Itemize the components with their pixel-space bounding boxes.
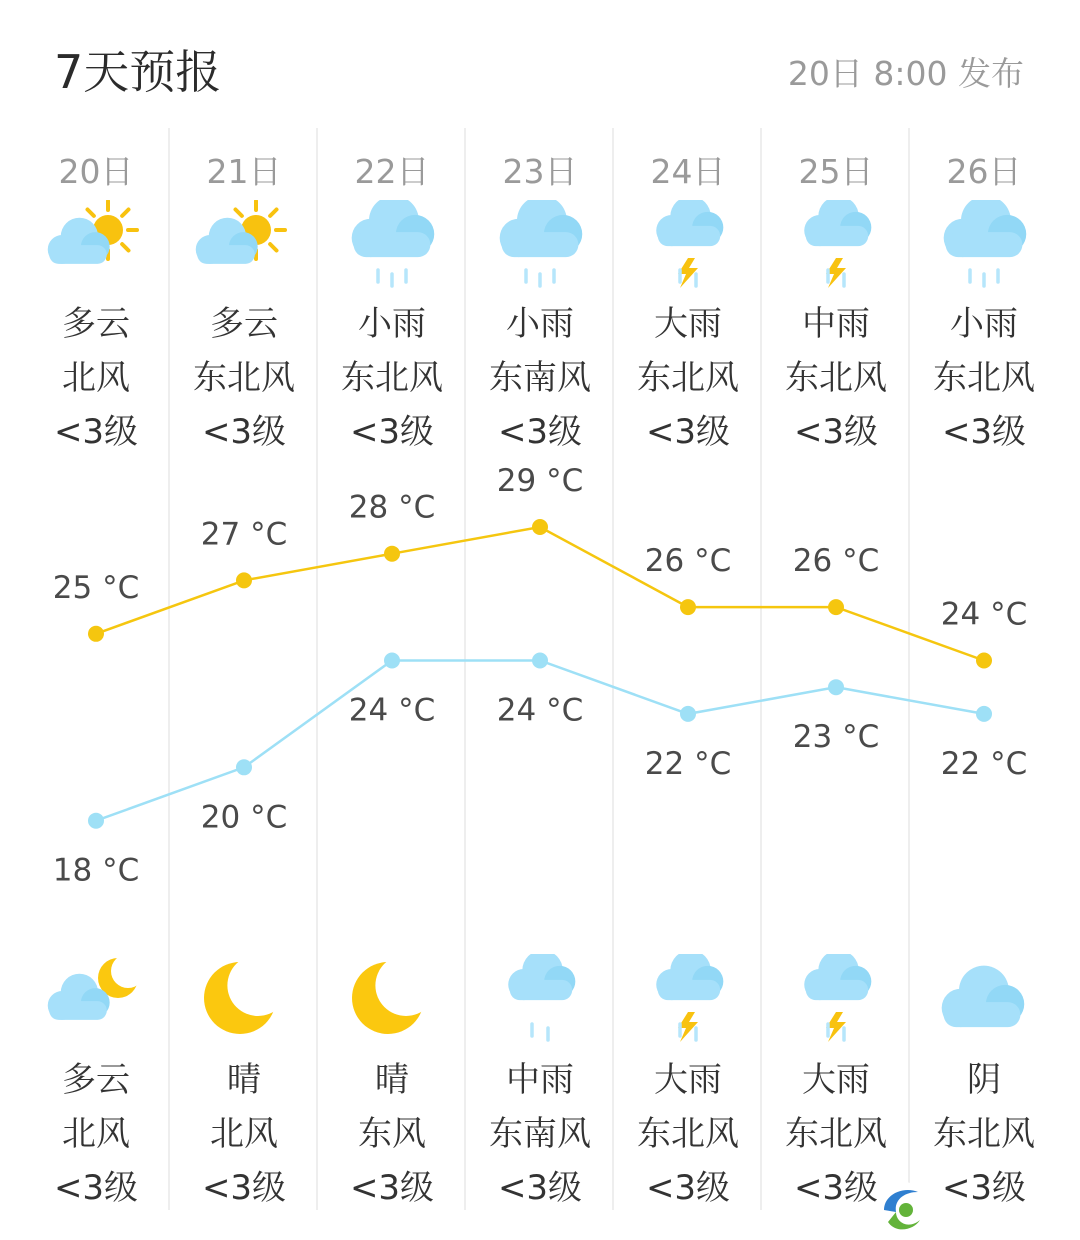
high-temp-label: 28 °C xyxy=(348,489,436,526)
night-wind-direction: 东南风 xyxy=(489,1114,591,1154)
day-date: 24日 xyxy=(650,152,726,191)
low-temp-label: 18 °C xyxy=(52,852,140,889)
day-wind-level: <3级 xyxy=(349,412,435,452)
high-temp-label: 26 °C xyxy=(792,543,880,580)
night-condition: 大雨 xyxy=(654,1060,722,1100)
night-wind-level: <3级 xyxy=(645,1168,731,1208)
night-wind-direction: 北风 xyxy=(62,1114,130,1154)
thunder-rain-icon xyxy=(786,200,886,290)
day-wind-level: <3级 xyxy=(201,412,287,452)
moon-icon xyxy=(194,954,294,1044)
day-column[interactable] xyxy=(466,128,614,1210)
day-condition: 小雨 xyxy=(950,304,1018,344)
moon-icon xyxy=(342,954,442,1044)
day-condition: 中雨 xyxy=(802,304,870,344)
high-temp-label: 26 °C xyxy=(644,543,732,580)
night-wind-level: <3级 xyxy=(201,1168,287,1208)
thunder-rain-icon xyxy=(638,954,738,1044)
forecast-header xyxy=(0,0,1080,120)
day-column[interactable] xyxy=(910,128,1058,1210)
day-wind-direction: 东北风 xyxy=(933,358,1035,398)
night-wind-direction: 东风 xyxy=(358,1114,426,1154)
partly-cloudy-night-icon xyxy=(46,954,146,1044)
day-wind-level: <3级 xyxy=(941,412,1027,452)
day-wind-level: <3级 xyxy=(53,412,139,452)
day-wind-level: <3级 xyxy=(645,412,731,452)
cloudy-icon xyxy=(934,954,1034,1044)
day-date: 20日 xyxy=(58,152,134,191)
night-wind-level: <3级 xyxy=(53,1168,139,1208)
day-date: 21日 xyxy=(206,152,282,191)
night-wind-level: <3级 xyxy=(941,1168,1027,1208)
high-temp-label: 29 °C xyxy=(496,463,584,499)
high-temp-label: 27 °C xyxy=(200,516,288,553)
night-wind-direction: 东北风 xyxy=(785,1114,887,1154)
low-temp-label: 24 °C xyxy=(496,692,584,729)
night-condition: 大雨 xyxy=(802,1060,870,1100)
night-wind-level: <3级 xyxy=(497,1168,583,1208)
day-condition: 小雨 xyxy=(506,304,574,344)
high-temp-label: 25 °C xyxy=(52,569,140,606)
night-condition: 晴 xyxy=(375,1060,409,1100)
low-temp-label: 22 °C xyxy=(940,745,1028,782)
light-rain-icon xyxy=(934,200,1034,290)
day-wind-direction: 东北风 xyxy=(785,358,887,398)
day-wind-direction: 东南风 xyxy=(489,358,591,398)
day-condition: 多云 xyxy=(62,304,130,344)
night-condition: 中雨 xyxy=(506,1060,574,1100)
low-temp-label: 24 °C xyxy=(348,692,436,729)
day-condition: 小雨 xyxy=(358,304,426,344)
light-rain-icon xyxy=(342,200,442,290)
thunder-rain-icon xyxy=(638,200,738,290)
day-column[interactable] xyxy=(762,128,910,1210)
day-condition: 多云 xyxy=(210,304,278,344)
day-date: 26日 xyxy=(946,152,1022,191)
partly-cloudy-day-icon xyxy=(46,200,146,290)
day-wind-level: <3级 xyxy=(497,412,583,452)
moderate-rain-icon xyxy=(490,954,590,1044)
night-wind-level: <3级 xyxy=(793,1168,879,1208)
night-condition: 多云 xyxy=(62,1060,130,1100)
day-wind-direction: 东北风 xyxy=(193,358,295,398)
watermark-logo-icon xyxy=(874,1180,932,1238)
day-date: 25日 xyxy=(798,152,874,191)
night-condition: 晴 xyxy=(227,1060,261,1100)
forecast-grid xyxy=(22,128,1058,1210)
low-temp-label: 22 °C xyxy=(644,745,732,782)
day-condition: 大雨 xyxy=(654,304,722,344)
night-wind-direction: 北风 xyxy=(210,1114,278,1154)
night-wind-level: <3级 xyxy=(349,1168,435,1208)
thunder-rain-icon xyxy=(786,954,886,1044)
page-title: 7天预报 xyxy=(54,45,222,99)
day-column[interactable] xyxy=(318,128,466,1210)
night-wind-direction: 东北风 xyxy=(637,1114,739,1154)
light-rain-icon xyxy=(490,200,590,290)
day-wind-direction: 北风 xyxy=(62,358,130,398)
day-wind-direction: 东北风 xyxy=(637,358,739,398)
day-wind-direction: 东北风 xyxy=(341,358,443,398)
night-condition: 阴 xyxy=(967,1060,1001,1100)
day-column[interactable] xyxy=(170,128,318,1210)
night-wind-direction: 东北风 xyxy=(933,1114,1035,1154)
low-temp-label: 23 °C xyxy=(792,719,880,756)
day-date: 23日 xyxy=(502,152,578,191)
day-date: 22日 xyxy=(354,152,430,191)
day-column[interactable] xyxy=(22,128,170,1210)
publish-time: 20日 8:00 发布 xyxy=(787,54,1024,93)
high-temp-label: 24 °C xyxy=(940,596,1028,633)
low-temp-label: 20 °C xyxy=(200,799,288,836)
partly-cloudy-day-icon xyxy=(194,200,294,290)
day-column[interactable] xyxy=(614,128,762,1210)
day-wind-level: <3级 xyxy=(793,412,879,452)
